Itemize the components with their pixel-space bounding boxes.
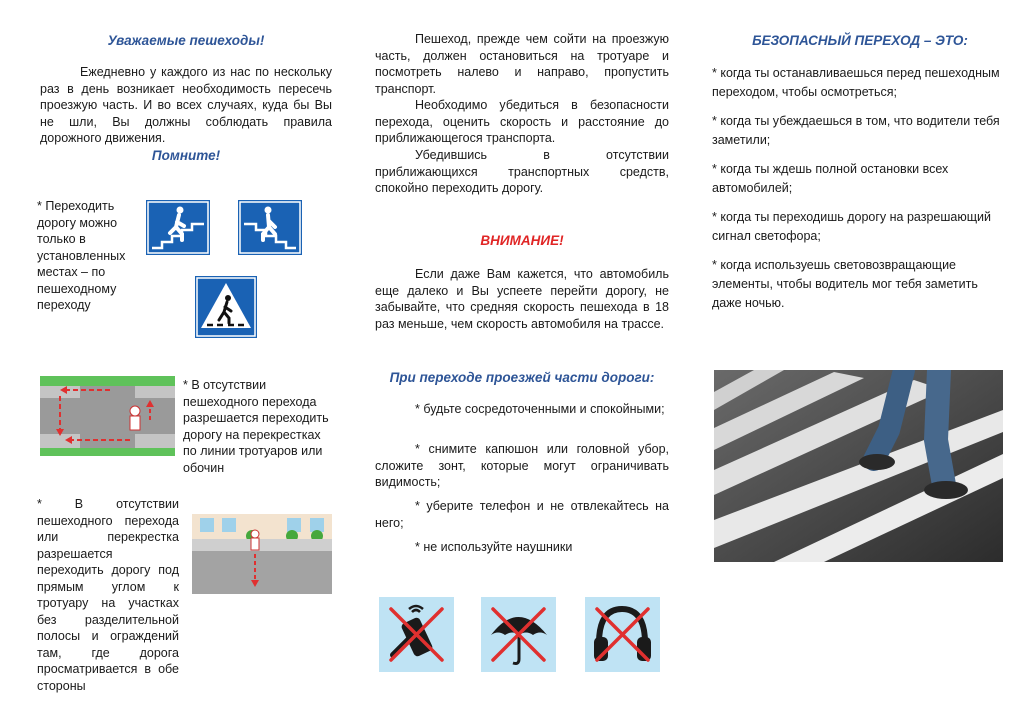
tip-item: * снимите капюшон или головной убор, сложите зонт, которые могут ограничивать видимость; bbox=[375, 442, 669, 489]
no-umbrella-icon bbox=[481, 597, 556, 672]
calm-crossing-paragraph: Убедившись в отсутствии приближающихся транспортных средств, спокойно переходить дорогу. bbox=[375, 148, 669, 195]
remember-heading: Помните! bbox=[151, 148, 221, 163]
safe-crossing-heading: БЕЗОПАСНЫЙ ПЕРЕХОД – ЭТО: bbox=[752, 33, 968, 48]
tip-item: * уберите телефон и не отвлекайтесь на него; bbox=[375, 499, 669, 530]
safe-crossing-list bbox=[712, 64, 1008, 323]
rule-crossing-text: * Переходить дорогу можно только в установленных местах – по пешеходному переходу bbox=[37, 199, 126, 312]
zebra-crossing-photo bbox=[714, 370, 1003, 562]
attention-heading: ВНИМАНИЕ! bbox=[480, 233, 564, 248]
greeting-heading: Уважаемые пешеходы! bbox=[107, 33, 265, 48]
crossing-rules-heading: При переходе проезжей части дороги: bbox=[389, 370, 655, 385]
tip-item: * не используйте наушники bbox=[415, 540, 573, 554]
list-item: * когда используешь световозвращающие элементы, чтобы водитель мог тебя заметить даже ночью. bbox=[712, 258, 978, 310]
list-item: * когда ты убеждаешься в том, что водители тебя заметили; bbox=[712, 114, 1000, 147]
safety-check-paragraph: Необходимо убедиться в безопасности перехода, оценить скорость и расстояние до приближающегося транспорта. bbox=[375, 98, 669, 145]
tip-item: * будьте сосредоточенными и спокойными; bbox=[415, 402, 665, 416]
no-headphones-icon bbox=[585, 597, 660, 672]
pedestrian-down-stairs-icon bbox=[238, 200, 302, 255]
no-phone-icon bbox=[379, 597, 454, 672]
intersection-illustration bbox=[40, 376, 175, 456]
stop-look-paragraph: Пешеход, прежде чем сойти на проезжую часть, должен остановиться на тротуаре и посмотреть налево и направо, пропустить транспорт. bbox=[375, 32, 669, 96]
street-crossing-illustration bbox=[192, 514, 332, 594]
intro-paragraph: Ежедневно у каждого из нас по нескольку раз в день возникает необходимость пересечь проезжую часть. И во всех случаях, куда бы Вы не шли, Вы должны соблюдать правила дорожного движения. bbox=[40, 65, 332, 145]
rule-intersection-text: * В отсутствии пешеходного перехода разрешается переходить дорогу на перекрестках по линии тротуаров или обочин bbox=[183, 378, 329, 475]
list-item: * когда ты переходишь дорогу на разрешающий сигнал светофора; bbox=[712, 210, 991, 243]
pedestrian-crossing-icon bbox=[195, 276, 257, 338]
speed-warning-paragraph: Если даже Вам кажется, что автомобиль еще далеко и Вы успеете перейти дорогу, не забывайте, что средняя скорость пешехода в 18 раз меньше, чем скорость автомобиля на трассе. bbox=[375, 267, 669, 331]
rule-right-angle-text: * В отсутствии пешеходного перехода или перекрестка разрешается переходить дорогу под прямым углом к тротуару на участках без разделительной полосы и ограждений там, где дорога просматривается в обе стороны bbox=[37, 497, 179, 693]
list-item: * когда ты ждешь полной остановки всех автомобилей; bbox=[712, 162, 949, 195]
list-item: * когда ты останавливаешься перед пешеходным переходом, чтобы осмотреться; bbox=[712, 66, 1000, 99]
pedestrian-up-stairs-icon bbox=[146, 200, 210, 255]
